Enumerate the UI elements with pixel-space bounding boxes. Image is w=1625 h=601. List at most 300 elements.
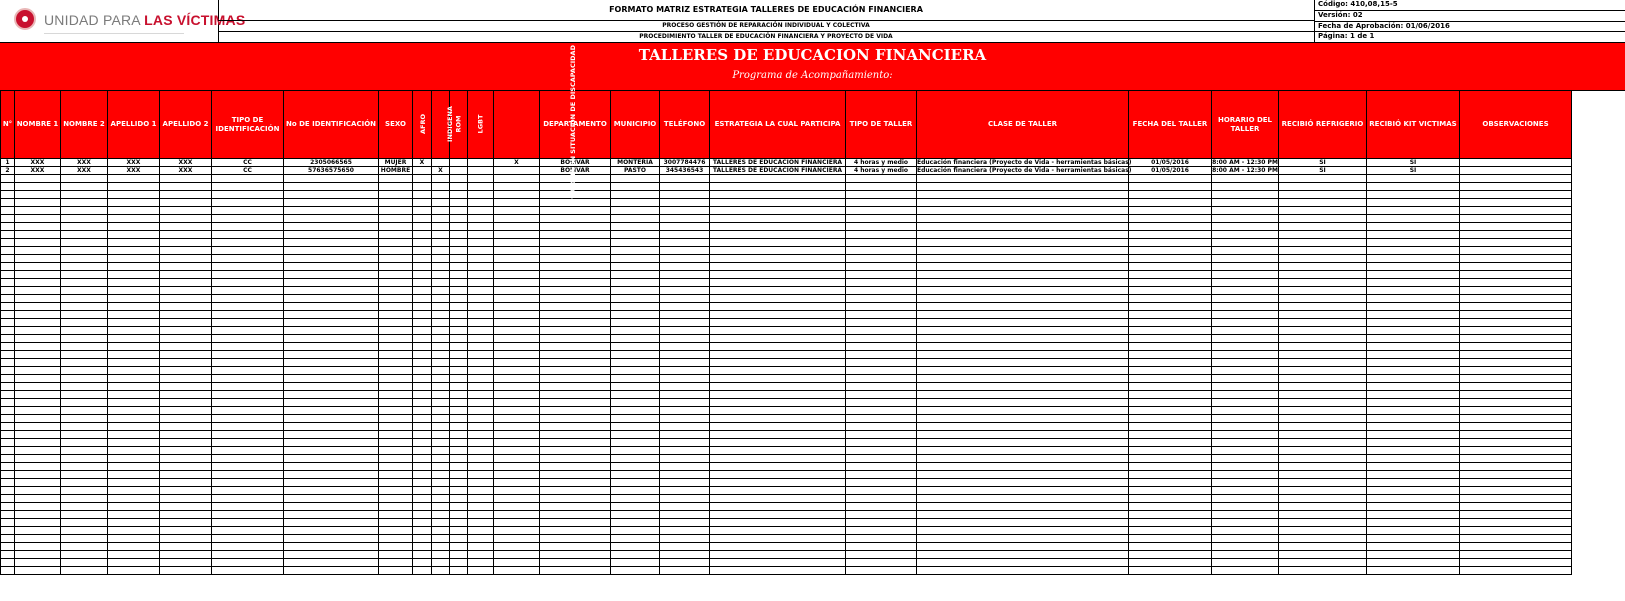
empty-cell[interactable] [468,383,494,391]
empty-cell[interactable] [61,487,108,495]
empty-cell[interactable] [108,343,160,351]
empty-cell[interactable] [108,175,160,183]
empty-cell[interactable] [432,551,450,559]
empty-cell[interactable] [413,343,432,351]
empty-cell[interactable] [432,343,450,351]
empty-cell[interactable] [611,255,660,263]
empty-cell[interactable] [846,479,917,487]
table-cell[interactable]: MONTERÍA [611,159,660,167]
empty-cell[interactable] [413,287,432,295]
empty-cell[interactable] [108,311,160,319]
empty-cell[interactable] [108,439,160,447]
empty-cell[interactable] [660,351,710,359]
empty-cell[interactable] [212,439,284,447]
empty-cell[interactable] [108,551,160,559]
empty-cell[interactable] [494,207,540,215]
empty-cell[interactable] [494,223,540,231]
empty-cell[interactable] [450,383,468,391]
empty-cell[interactable] [846,263,917,271]
empty-cell[interactable] [611,191,660,199]
empty-cell[interactable] [1460,551,1572,559]
empty-cell[interactable] [917,231,1129,239]
empty-cell[interactable] [284,207,379,215]
empty-cell[interactable] [15,183,61,191]
empty-cell[interactable] [846,199,917,207]
empty-cell[interactable] [1,383,15,391]
empty-cell[interactable] [212,407,284,415]
empty-cell[interactable] [432,319,450,327]
empty-cell[interactable] [379,423,413,431]
empty-cell[interactable] [611,183,660,191]
table-cell[interactable]: CC [212,159,284,167]
empty-cell[interactable] [917,567,1129,575]
empty-cell[interactable] [710,367,846,375]
empty-cell[interactable] [432,215,450,223]
table-cell[interactable]: PASTO [611,167,660,175]
empty-cell[interactable] [710,455,846,463]
empty-cell[interactable] [540,319,611,327]
empty-cell[interactable] [660,519,710,527]
empty-cell[interactable] [284,407,379,415]
empty-cell[interactable] [1367,511,1460,519]
empty-cell[interactable] [15,527,61,535]
empty-cell[interactable] [494,551,540,559]
empty-cell[interactable] [413,199,432,207]
empty-cell[interactable] [1212,535,1279,543]
empty-cell[interactable] [1279,335,1367,343]
empty-cell[interactable] [917,383,1129,391]
empty-cell[interactable] [450,479,468,487]
empty-cell[interactable] [413,479,432,487]
empty-cell[interactable] [917,303,1129,311]
empty-cell[interactable] [611,447,660,455]
empty-cell[interactable] [710,383,846,391]
empty-cell[interactable] [611,391,660,399]
empty-cell[interactable] [160,375,212,383]
empty-cell[interactable] [1367,423,1460,431]
empty-cell[interactable] [1367,279,1460,287]
empty-cell[interactable] [284,503,379,511]
table-cell[interactable] [450,167,468,175]
empty-cell[interactable] [468,183,494,191]
empty-cell[interactable] [1129,359,1212,367]
empty-cell[interactable] [540,503,611,511]
empty-cell[interactable] [450,183,468,191]
empty-cell[interactable] [108,295,160,303]
empty-cell[interactable] [468,463,494,471]
empty-cell[interactable] [284,327,379,335]
empty-cell[interactable] [1279,479,1367,487]
empty-cell[interactable] [413,559,432,567]
empty-cell[interactable] [284,447,379,455]
empty-cell[interactable] [1460,311,1572,319]
empty-cell[interactable] [432,247,450,255]
empty-cell[interactable] [468,247,494,255]
empty-cell[interactable] [108,367,160,375]
empty-cell[interactable] [494,327,540,335]
empty-cell[interactable] [61,303,108,311]
empty-cell[interactable] [61,263,108,271]
empty-cell[interactable] [917,319,1129,327]
empty-cell[interactable] [1367,263,1460,271]
empty-cell[interactable] [432,567,450,575]
table-cell[interactable]: X [413,159,432,167]
empty-cell[interactable] [61,343,108,351]
empty-cell[interactable] [540,255,611,263]
empty-cell[interactable] [379,215,413,223]
empty-cell[interactable] [494,543,540,551]
table-cell[interactable]: XXX [160,167,212,175]
empty-cell[interactable] [1129,311,1212,319]
empty-cell[interactable] [1460,527,1572,535]
empty-cell[interactable] [611,175,660,183]
empty-cell[interactable] [1129,223,1212,231]
empty-cell[interactable] [494,415,540,423]
empty-cell[interactable] [15,559,61,567]
empty-cell[interactable] [540,311,611,319]
empty-cell[interactable] [432,175,450,183]
empty-cell[interactable] [846,327,917,335]
empty-cell[interactable] [710,223,846,231]
empty-cell[interactable] [15,255,61,263]
empty-cell[interactable] [1129,231,1212,239]
empty-cell[interactable] [540,495,611,503]
empty-cell[interactable] [212,463,284,471]
empty-cell[interactable] [1460,439,1572,447]
empty-cell[interactable] [1,519,15,527]
empty-cell[interactable] [450,551,468,559]
empty-cell[interactable] [1,407,15,415]
empty-cell[interactable] [1367,191,1460,199]
empty-cell[interactable] [540,519,611,527]
empty-cell[interactable] [61,551,108,559]
empty-cell[interactable] [710,263,846,271]
empty-cell[interactable] [1367,527,1460,535]
empty-cell[interactable] [917,271,1129,279]
empty-cell[interactable] [1,215,15,223]
empty-cell[interactable] [1460,455,1572,463]
empty-cell[interactable] [494,423,540,431]
empty-cell[interactable] [540,231,611,239]
empty-cell[interactable] [1129,351,1212,359]
empty-cell[interactable] [160,455,212,463]
empty-cell[interactable] [1,423,15,431]
empty-cell[interactable] [212,255,284,263]
empty-cell[interactable] [1212,495,1279,503]
empty-cell[interactable] [611,367,660,375]
empty-cell[interactable] [1212,479,1279,487]
empty-cell[interactable] [494,519,540,527]
empty-cell[interactable] [540,463,611,471]
empty-cell[interactable] [108,463,160,471]
empty-cell[interactable] [494,407,540,415]
empty-cell[interactable] [413,175,432,183]
empty-cell[interactable] [710,199,846,207]
empty-cell[interactable] [15,263,61,271]
empty-cell[interactable] [379,183,413,191]
empty-cell[interactable] [660,503,710,511]
empty-cell[interactable] [1,319,15,327]
empty-cell[interactable] [917,407,1129,415]
empty-cell[interactable] [61,247,108,255]
empty-cell[interactable] [611,247,660,255]
empty-cell[interactable] [846,455,917,463]
empty-cell[interactable] [540,487,611,495]
empty-cell[interactable] [413,335,432,343]
empty-cell[interactable] [15,423,61,431]
empty-cell[interactable] [212,519,284,527]
empty-cell[interactable] [432,527,450,535]
empty-cell[interactable] [846,271,917,279]
empty-cell[interactable] [1279,239,1367,247]
empty-cell[interactable] [160,543,212,551]
empty-cell[interactable] [1460,447,1572,455]
empty-cell[interactable] [61,327,108,335]
empty-cell[interactable] [1367,175,1460,183]
empty-cell[interactable] [846,527,917,535]
empty-cell[interactable] [108,239,160,247]
empty-cell[interactable] [1279,247,1367,255]
empty-cell[interactable] [1279,295,1367,303]
empty-cell[interactable] [379,567,413,575]
empty-cell[interactable] [846,335,917,343]
empty-cell[interactable] [108,431,160,439]
empty-cell[interactable] [432,207,450,215]
empty-cell[interactable] [379,519,413,527]
empty-cell[interactable] [1,527,15,535]
empty-cell[interactable] [1279,343,1367,351]
empty-cell[interactable] [468,415,494,423]
empty-cell[interactable] [660,423,710,431]
empty-cell[interactable] [1212,551,1279,559]
empty-cell[interactable] [15,223,61,231]
empty-cell[interactable] [660,287,710,295]
empty-cell[interactable] [917,311,1129,319]
empty-cell[interactable] [284,391,379,399]
empty-cell[interactable] [1460,279,1572,287]
empty-cell[interactable] [108,415,160,423]
empty-cell[interactable] [611,199,660,207]
empty-cell[interactable] [450,295,468,303]
table-cell[interactable]: 3007784476 [660,159,710,167]
empty-cell[interactable] [108,519,160,527]
empty-cell[interactable] [1367,559,1460,567]
empty-cell[interactable] [846,255,917,263]
empty-cell[interactable] [1129,407,1212,415]
empty-cell[interactable] [1,223,15,231]
empty-cell[interactable] [450,567,468,575]
table-cell[interactable]: 4 horas y medio [846,167,917,175]
empty-cell[interactable] [108,303,160,311]
empty-cell[interactable] [108,543,160,551]
empty-cell[interactable] [284,279,379,287]
empty-cell[interactable] [413,247,432,255]
empty-cell[interactable] [1,263,15,271]
empty-cell[interactable] [1279,439,1367,447]
empty-cell[interactable] [846,375,917,383]
empty-cell[interactable] [660,247,710,255]
empty-cell[interactable] [468,543,494,551]
empty-cell[interactable] [413,319,432,327]
empty-cell[interactable] [611,527,660,535]
empty-cell[interactable] [413,311,432,319]
empty-cell[interactable] [660,527,710,535]
empty-cell[interactable] [1212,391,1279,399]
empty-cell[interactable] [1129,447,1212,455]
empty-cell[interactable] [1129,527,1212,535]
empty-cell[interactable] [1129,375,1212,383]
empty-cell[interactable] [379,551,413,559]
empty-cell[interactable] [284,183,379,191]
empty-cell[interactable] [108,495,160,503]
empty-cell[interactable] [710,239,846,247]
table-cell[interactable]: X [432,167,450,175]
empty-cell[interactable] [917,359,1129,367]
empty-cell[interactable] [468,487,494,495]
empty-cell[interactable] [540,303,611,311]
empty-cell[interactable] [432,255,450,263]
table-cell[interactable] [494,167,540,175]
empty-cell[interactable] [212,295,284,303]
empty-cell[interactable] [917,479,1129,487]
empty-cell[interactable] [61,511,108,519]
empty-cell[interactable] [413,383,432,391]
empty-cell[interactable] [660,407,710,415]
empty-cell[interactable] [212,175,284,183]
empty-cell[interactable] [1367,519,1460,527]
table-cell[interactable]: SI [1367,167,1460,175]
empty-cell[interactable] [108,399,160,407]
empty-cell[interactable] [1460,535,1572,543]
empty-cell[interactable] [540,239,611,247]
empty-cell[interactable] [611,231,660,239]
empty-cell[interactable] [494,303,540,311]
empty-cell[interactable] [660,463,710,471]
empty-cell[interactable] [108,503,160,511]
empty-cell[interactable] [611,423,660,431]
empty-cell[interactable] [846,551,917,559]
empty-cell[interactable] [1367,223,1460,231]
empty-cell[interactable] [540,207,611,215]
empty-cell[interactable] [540,455,611,463]
empty-cell[interactable] [15,367,61,375]
empty-cell[interactable] [1,455,15,463]
empty-cell[interactable] [432,351,450,359]
empty-cell[interactable] [61,423,108,431]
empty-cell[interactable] [160,311,212,319]
empty-cell[interactable] [212,287,284,295]
empty-cell[interactable] [160,495,212,503]
empty-cell[interactable] [160,271,212,279]
empty-cell[interactable] [432,191,450,199]
empty-cell[interactable] [284,343,379,351]
empty-cell[interactable] [1,503,15,511]
empty-cell[interactable] [379,431,413,439]
empty-cell[interactable] [710,175,846,183]
empty-cell[interactable] [660,383,710,391]
empty-cell[interactable] [1,543,15,551]
empty-cell[interactable] [15,495,61,503]
empty-cell[interactable] [468,495,494,503]
empty-cell[interactable] [1279,551,1367,559]
empty-cell[interactable] [494,455,540,463]
empty-cell[interactable] [710,503,846,511]
empty-cell[interactable] [1367,535,1460,543]
empty-cell[interactable] [450,311,468,319]
empty-cell[interactable] [1460,519,1572,527]
empty-cell[interactable] [468,255,494,263]
empty-cell[interactable] [379,247,413,255]
empty-cell[interactable] [1460,463,1572,471]
empty-cell[interactable] [432,487,450,495]
empty-cell[interactable] [468,471,494,479]
empty-cell[interactable] [611,543,660,551]
empty-cell[interactable] [710,527,846,535]
empty-cell[interactable] [611,351,660,359]
empty-cell[interactable] [660,391,710,399]
empty-cell[interactable] [917,455,1129,463]
empty-cell[interactable] [1279,415,1367,423]
empty-cell[interactable] [468,279,494,287]
empty-cell[interactable] [212,223,284,231]
empty-cell[interactable] [1460,359,1572,367]
empty-cell[interactable] [432,287,450,295]
empty-cell[interactable] [1367,207,1460,215]
empty-cell[interactable] [1367,503,1460,511]
empty-cell[interactable] [450,271,468,279]
empty-cell[interactable] [710,543,846,551]
empty-cell[interactable] [108,231,160,239]
table-cell[interactable]: X [494,159,540,167]
empty-cell[interactable] [61,439,108,447]
empty-cell[interactable] [540,279,611,287]
empty-cell[interactable] [284,567,379,575]
empty-cell[interactable] [379,455,413,463]
empty-cell[interactable] [212,383,284,391]
empty-cell[interactable] [1212,471,1279,479]
empty-cell[interactable] [1279,383,1367,391]
empty-cell[interactable] [1279,327,1367,335]
empty-cell[interactable] [450,327,468,335]
empty-cell[interactable] [1129,287,1212,295]
empty-cell[interactable] [450,207,468,215]
empty-cell[interactable] [1367,343,1460,351]
empty-cell[interactable] [1367,351,1460,359]
table-cell[interactable]: 2 [1,167,15,175]
empty-cell[interactable] [917,335,1129,343]
empty-cell[interactable] [61,383,108,391]
empty-cell[interactable] [468,431,494,439]
empty-cell[interactable] [1,487,15,495]
empty-cell[interactable] [379,223,413,231]
empty-cell[interactable] [1279,255,1367,263]
empty-cell[interactable] [379,271,413,279]
empty-cell[interactable] [710,439,846,447]
empty-cell[interactable] [494,175,540,183]
empty-cell[interactable] [379,463,413,471]
empty-cell[interactable] [108,479,160,487]
empty-cell[interactable] [710,335,846,343]
empty-cell[interactable] [413,487,432,495]
empty-cell[interactable] [413,431,432,439]
empty-cell[interactable] [379,391,413,399]
empty-cell[interactable] [432,263,450,271]
empty-cell[interactable] [846,415,917,423]
empty-cell[interactable] [450,455,468,463]
empty-cell[interactable] [494,375,540,383]
empty-cell[interactable] [540,439,611,447]
table-cell[interactable]: SI [1279,159,1367,167]
